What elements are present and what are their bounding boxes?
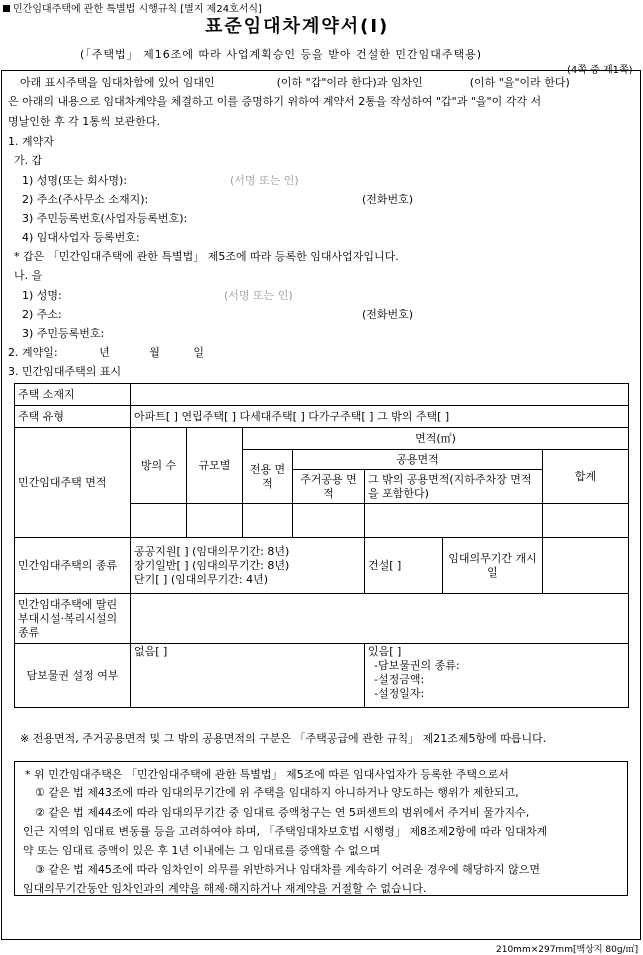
start-value[interactable] bbox=[543, 538, 629, 594]
date-day: 일 bbox=[193, 346, 204, 359]
notice-1: ① 같은 법 제43조에 따라 임대의무기간에 위 주택을 임대하지 아니하거나 양도하는 행위가 제한되고, bbox=[35, 786, 519, 799]
contract-date bbox=[8, 344, 204, 360]
intro-l1a: 아래 표시주택을 임대차함에 있어 임대인 bbox=[20, 76, 215, 89]
page-subtitle: (「주택법」 제16조에 따라 사업계획승인 등을 받아 건설한 민간임대주택용) bbox=[80, 48, 483, 61]
intro-l1b: (이하 "갑"이라 한다)과 임차인 bbox=[276, 76, 423, 89]
res-common-value[interactable] bbox=[293, 504, 365, 538]
gap-name-field[interactable]: 1) 성명(또는 회사명): bbox=[22, 174, 127, 187]
mortgage-label: 담보물권 설정 여부 bbox=[15, 644, 131, 708]
gap-address-field[interactable]: 2) 주소(주사무소 소재지): bbox=[22, 193, 149, 206]
type-options[interactable]: 아파트[ ] 연립주택[ ] 다세대주택[ ] 다가구주택[ ] 그 밖의 주택[ ] bbox=[131, 406, 629, 428]
sec1-na: 나. 을 bbox=[14, 269, 43, 282]
rooms-value[interactable] bbox=[131, 504, 187, 538]
square-bullet-icon bbox=[3, 5, 10, 12]
page-title: 표준임대차계약서(Ⅰ) bbox=[205, 16, 390, 37]
eul-sign: (서명 또는 인) bbox=[224, 289, 293, 302]
type-label: 주택 유형 bbox=[15, 406, 131, 428]
kind-public[interactable]: 공공지원[ ] (임대의무기간: 8년) bbox=[134, 544, 290, 558]
addr-label: 주택 소재지 bbox=[15, 384, 131, 406]
notice-box bbox=[14, 761, 628, 896]
build-option[interactable]: 건설[ ] bbox=[365, 538, 443, 594]
mortgage-type: -담보물권의 종류: bbox=[374, 659, 460, 672]
page-number: (4쪽 중 제1쪽) bbox=[567, 65, 633, 76]
start-label: 임대의무기간 개시일 bbox=[443, 538, 543, 594]
scale-value[interactable] bbox=[187, 504, 243, 538]
intro-line-1 bbox=[20, 74, 570, 90]
area-note: ※ 전용면적, 주거공용면적 및 그 밖의 공용면적의 구분은 「주택공급에 관한 규칙」 제21조제5항에 따릅니다. bbox=[20, 732, 547, 745]
mortgage-exists[interactable] bbox=[365, 644, 629, 708]
common-label: 공용면적 bbox=[293, 450, 543, 470]
row-area-head bbox=[15, 428, 629, 450]
gap-note: * 갑은 「민간임대주택에 관한 특별법」 제5조에 따라 등록한 임대사업자입니다. bbox=[14, 250, 399, 263]
intro-line-2: 은 아래의 내용으로 임대차계약을 체결하고 이를 증명하기 위하여 계약서 2통을 작성하여 "갑"과 "을"이 각각 서 bbox=[8, 95, 542, 108]
exclusive-label: 전용 면적 bbox=[243, 450, 293, 504]
notice-2a: ② 같은 법 제44조에 따라 임대의무기간 중 임대료 증액청구는 연 5퍼센트의 범위에서 주거비 물가지수, bbox=[35, 806, 530, 819]
eul-name-field[interactable]: 1) 성명: bbox=[22, 289, 62, 302]
sec1-ga: 가. 갑 bbox=[14, 154, 43, 167]
other-common-label: 그 밖의 공용면적(지하주차장 면적을 포함한다) bbox=[365, 470, 543, 504]
addr-value[interactable] bbox=[131, 384, 629, 406]
rooms-label: 방의 수 bbox=[131, 428, 187, 504]
total-value[interactable] bbox=[543, 504, 629, 538]
other-common-value[interactable] bbox=[365, 504, 543, 538]
notice-3a: ③ 같은 법 제45조에 따라 임차인이 의무를 위반하거나 임대차를 계속하기 어려운 경우에 해당하지 않으면 bbox=[35, 863, 540, 876]
facility-label: 민간임대주택에 딸린 부대시설·복리시설의 종류 bbox=[15, 594, 131, 644]
form-label-text: 민간임대주택에 관한 특별법 시행규칙 [별지 제24호서식] bbox=[13, 4, 262, 15]
mortgage-none[interactable]: 없음[ ] bbox=[131, 644, 365, 708]
row-facility bbox=[15, 594, 629, 644]
eul-idnum-field[interactable]: 3) 주민등록번호: bbox=[22, 327, 105, 340]
sec1-title: 1. 계약자 bbox=[8, 135, 54, 148]
notice-0: * 위 민간임대주택은 「민간임대주택에 관한 특별법」 제5조에 따른 임대사업자가 등록한 주택으로서 bbox=[25, 768, 509, 781]
kind-label: 민간임대주택의 종류 bbox=[15, 538, 131, 594]
gap-regnum-field[interactable]: 4) 임대사업자 등록번호: bbox=[22, 231, 140, 244]
sec3-title: 3. 민간임대주택의 표시 bbox=[8, 365, 122, 378]
notice-2c: 약 또는 임대료 증액이 있은 후 1년 이내에는 그 임대료를 증액할 수 없으며 bbox=[23, 844, 381, 857]
mortgage-date: -설정일자: bbox=[374, 687, 425, 700]
kind-options[interactable] bbox=[131, 538, 365, 594]
kind-short[interactable]: 단기[ ] (임대의무기간: 4년) bbox=[134, 572, 268, 586]
total-label: 합계 bbox=[543, 450, 629, 504]
date-month: 월 bbox=[149, 346, 160, 359]
eul-tel: (전화번호) bbox=[362, 308, 414, 321]
area-head: 면적(㎡) bbox=[243, 428, 629, 450]
kind-long[interactable]: 장기일반[ ] (임대의무기간: 8년) bbox=[134, 558, 290, 572]
exclusive-value[interactable] bbox=[243, 504, 293, 538]
date-year: 년 bbox=[99, 346, 110, 359]
res-common-label: 주거공용 면적 bbox=[293, 470, 365, 504]
row-type bbox=[15, 406, 629, 428]
exists-label[interactable]: 있음[ ] bbox=[368, 645, 402, 658]
row-address bbox=[15, 384, 629, 406]
gap-sign: (서명 또는 인) bbox=[230, 174, 299, 187]
notice-2b: 인근 지역의 임대료 변동률 등을 고려하여야 하며, 「주택임대차보호법 시행령」 제8조제2항에 따라 임대차계 bbox=[23, 825, 548, 838]
area-label: 민간임대주택 면적 bbox=[15, 428, 131, 538]
facility-value[interactable] bbox=[131, 594, 629, 644]
row-mortgage bbox=[15, 644, 629, 708]
contract-date-label: 2. 계약일: bbox=[8, 346, 58, 359]
intro-l1c: (이하 "을"이라 한다) bbox=[469, 76, 570, 89]
house-table bbox=[14, 383, 629, 708]
footer-paper: 210mm×297mm[백상지 80g/㎡] bbox=[496, 945, 639, 955]
intro-line-3: 명날인한 후 각 1통씩 보관한다. bbox=[8, 115, 160, 128]
mortgage-amount: -설정금액: bbox=[374, 673, 425, 686]
gap-idnum-field[interactable]: 3) 주민등록번호(사업자등록번호): bbox=[22, 212, 188, 225]
gap-tel: (전화번호) bbox=[362, 193, 414, 206]
row-kind bbox=[15, 538, 629, 594]
scale-label: 규모별 bbox=[187, 428, 243, 504]
notice-3b: 임대의무기간동안 임차인과의 계약을 해제·해지하거나 재계약을 거절할 수 없습니다. bbox=[23, 882, 427, 895]
eul-address-field[interactable]: 2) 주소: bbox=[22, 308, 62, 321]
